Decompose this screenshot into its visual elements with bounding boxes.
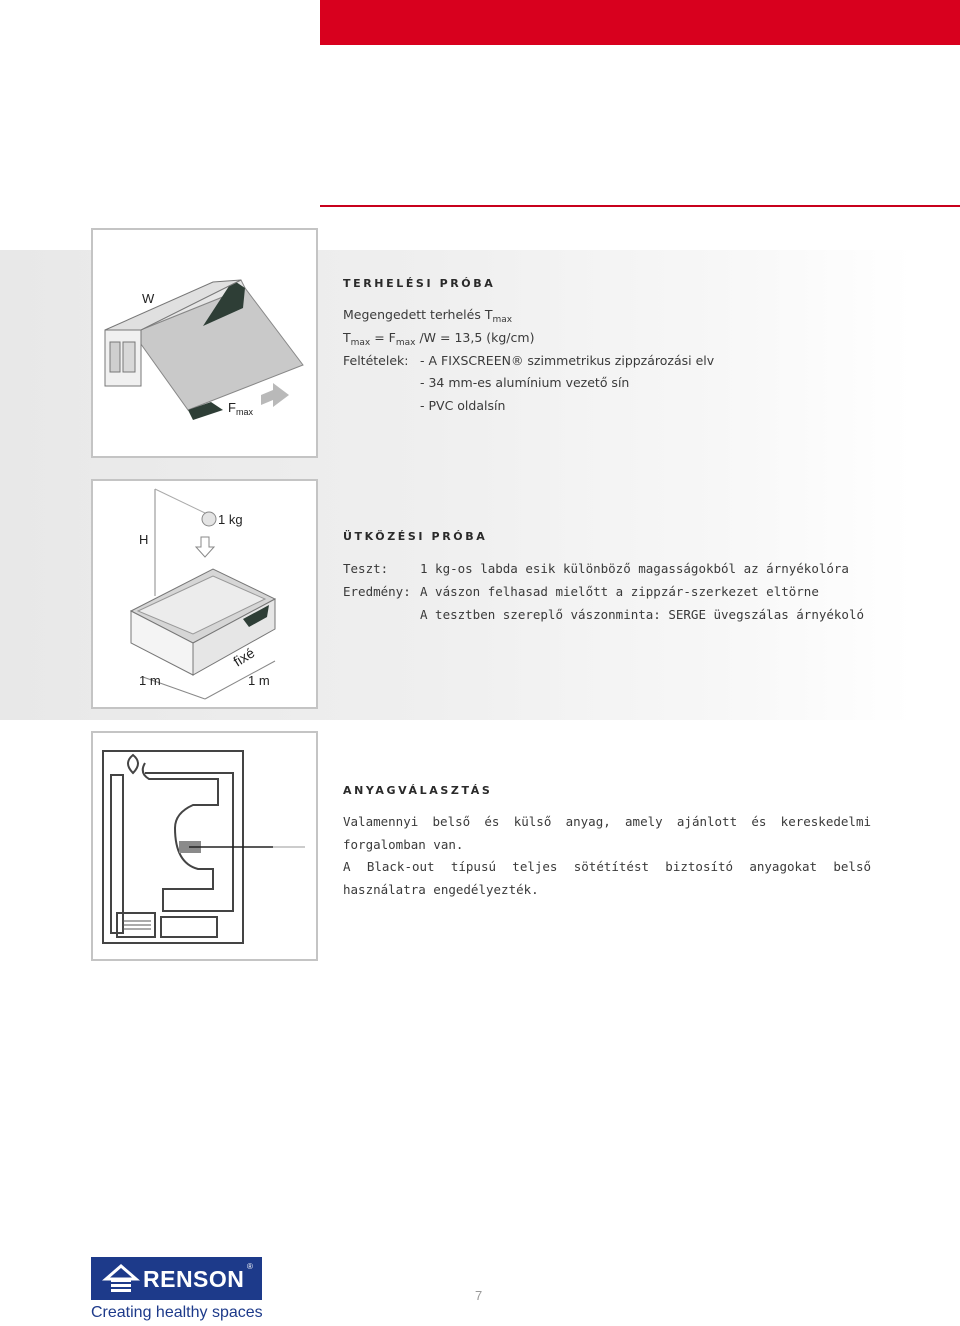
force-label: $F_{max}$ (228, 400, 253, 417)
fixe-label: fixé (230, 644, 258, 670)
page-number: 7 (475, 1288, 483, 1303)
conditions-label: Feltételek: (343, 353, 409, 368)
impact-test-illustration (93, 481, 316, 707)
material-selection-heading: ANYAGVÁLASZTÁS (343, 784, 493, 797)
sample-value: A tesztben szereplő vászonminta: SERGE üvegszálas árnyékoló (420, 607, 865, 622)
impact-test-figure (91, 479, 318, 709)
width-label: W (142, 291, 155, 306)
material-paragraph-1: Valamennyi belső és külső anyag, amely ajánlott és kereskedelmi forgalomban van. (343, 814, 871, 852)
weight-label: 1 kg (218, 512, 243, 527)
profile-section-figure (91, 731, 318, 961)
load-test-heading: TERHELÉSI PRÓBA (343, 277, 496, 290)
allowed-load-line: Megengedett terhelés $T_{max}$ (343, 307, 513, 325)
result-value: A vászon felhasad mielőtt a zippzár-szerkezet eltörne (420, 584, 819, 599)
height-label: H (139, 532, 149, 547)
formula-line: $T_{max} = F_{max}$ /W = 13,5 (kg/cm) (343, 330, 535, 348)
house-icon (101, 1257, 141, 1300)
load-test-figure (91, 228, 318, 458)
test-value: 1 kg-os labda esik különböző magasságokból az árnyékolóra (420, 561, 849, 576)
header-rule (320, 205, 960, 207)
material-paragraph-2: A Black-out típusú teljes sötétítést biztosító anyagokat belső használatra engedélyezték. (343, 859, 871, 897)
top-accent-bar (320, 0, 960, 45)
test-label: Teszt: (343, 561, 389, 576)
brand-tagline: Creating healthy spaces (91, 1304, 263, 1321)
impact-test-heading: ÜTKÖZÉSI PRÓBA (343, 530, 488, 543)
profile-cross-section-drawing (93, 733, 316, 959)
condition-item: - 34 mm-es alumínium vezető sín (420, 375, 630, 390)
result-label: Eredmény: (343, 584, 411, 599)
dimension-right-label: 1 m (248, 673, 270, 688)
condition-item: - A FIXSCREEN® szimmetrikus zippzározási elv (420, 353, 715, 368)
registered-mark: ® (247, 1262, 253, 1271)
brand-name: RENSON (143, 1266, 245, 1292)
load-test-illustration (93, 230, 316, 456)
dimension-left-label: 1 m (139, 673, 161, 688)
condition-item: - PVC oldalsín (420, 398, 506, 413)
